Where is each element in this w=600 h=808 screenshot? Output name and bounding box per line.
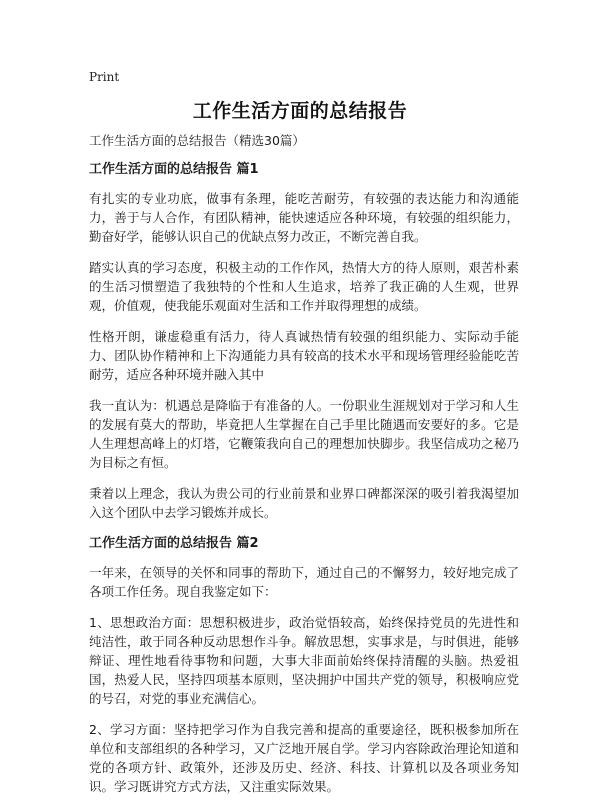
paragraph: 踏实认真的学习态度，积极主动的工作作风，热情大方的待人原则，艰苦朴素的生活习惯塑造了我独特的个性和人生追求，培养了我正确的人生观，世界观，价值观，使我能乐观面对生活和工作并取得理想的成绩。 bbox=[89, 260, 519, 313]
section-heading: 工作生活方面的总结报告 篇1 bbox=[89, 162, 259, 177]
paragraph: 有扎实的专业功底，做事有条理，能吃苦耐劳，有较强的表达能力和沟通能力，善于与人合作，有团队精神，能快速适应各种环境，有较强的组织能力，勤奋好学，能够认识自己的优缺点努力改正，不断完善自我。 bbox=[89, 191, 519, 244]
paragraph: 1、思想政治方面：思想积极进步，政治觉悟较高，始终保持党员的先进性和纯洁性，敢于同各种反动思想作斗争。解放思想，实事求是，与时俱进，能够辩证、理性地看待事物和问题，大事大非面前始终保持清醒的头脑。热爱祖国，热爱人民，坚持四项基本原则，坚决拥护中国共产党的领导，积极响应党的号召，对党的事业充满信心。 bbox=[89, 615, 519, 706]
document-title: 工作生活方面的总结报告 bbox=[192, 100, 408, 122]
document-content bbox=[89, 131, 519, 808]
paragraph: 2、学习方面：坚持把学习作为自我完善和提高的重要途径，既积极参加所在单位和支部组织的各种学习，又广泛地开展自学。学习内容除政治理论知道和党的各项方针、政策外，还涉及历史、经济、科技、计算机以及各项业务知识。学习既讲究方式方法，又注重实际效果。 bbox=[89, 722, 519, 794]
paragraph: 秉着以上理念，我认为贵公司的行业前景和业界口碑都深深的吸引着我渴望加入这个团队中去学习锻炼并成长。 bbox=[89, 486, 519, 520]
section-heading: 工作生活方面的总结报告 篇2 bbox=[89, 536, 259, 551]
paragraph: 性格开朗，谦虚稳重有活力，待人真诚热情有较强的组织能力、实际动手能力、团队协作精神和上下沟通能力具有较高的技术水平和现场管理经验能吃苦耐劳，适应各种环境并融入其中 bbox=[89, 329, 519, 382]
document-subtitle: 工作生活方面的总结报告（精选30篇） bbox=[89, 133, 305, 148]
paragraph: 一年来，在领导的关怀和同事的帮助下，通过自己的不懈努力，较好地完成了各项工作任务。现自我鉴定如下： bbox=[89, 565, 519, 599]
paragraph: 我一直认为：机遇总是降临于有准备的人。一份职业生涯规划对于学习和人生的发展有莫大的帮助，毕竟把人生掌握在自己手里比随遇而安要好的多。它是人生理想高峰上的灯塔，它鞭策我向自己的理想加快脚步。我坚信成功之秘乃为目标之有恒。 bbox=[89, 398, 519, 470]
print-label[interactable]: Print bbox=[89, 70, 120, 84]
